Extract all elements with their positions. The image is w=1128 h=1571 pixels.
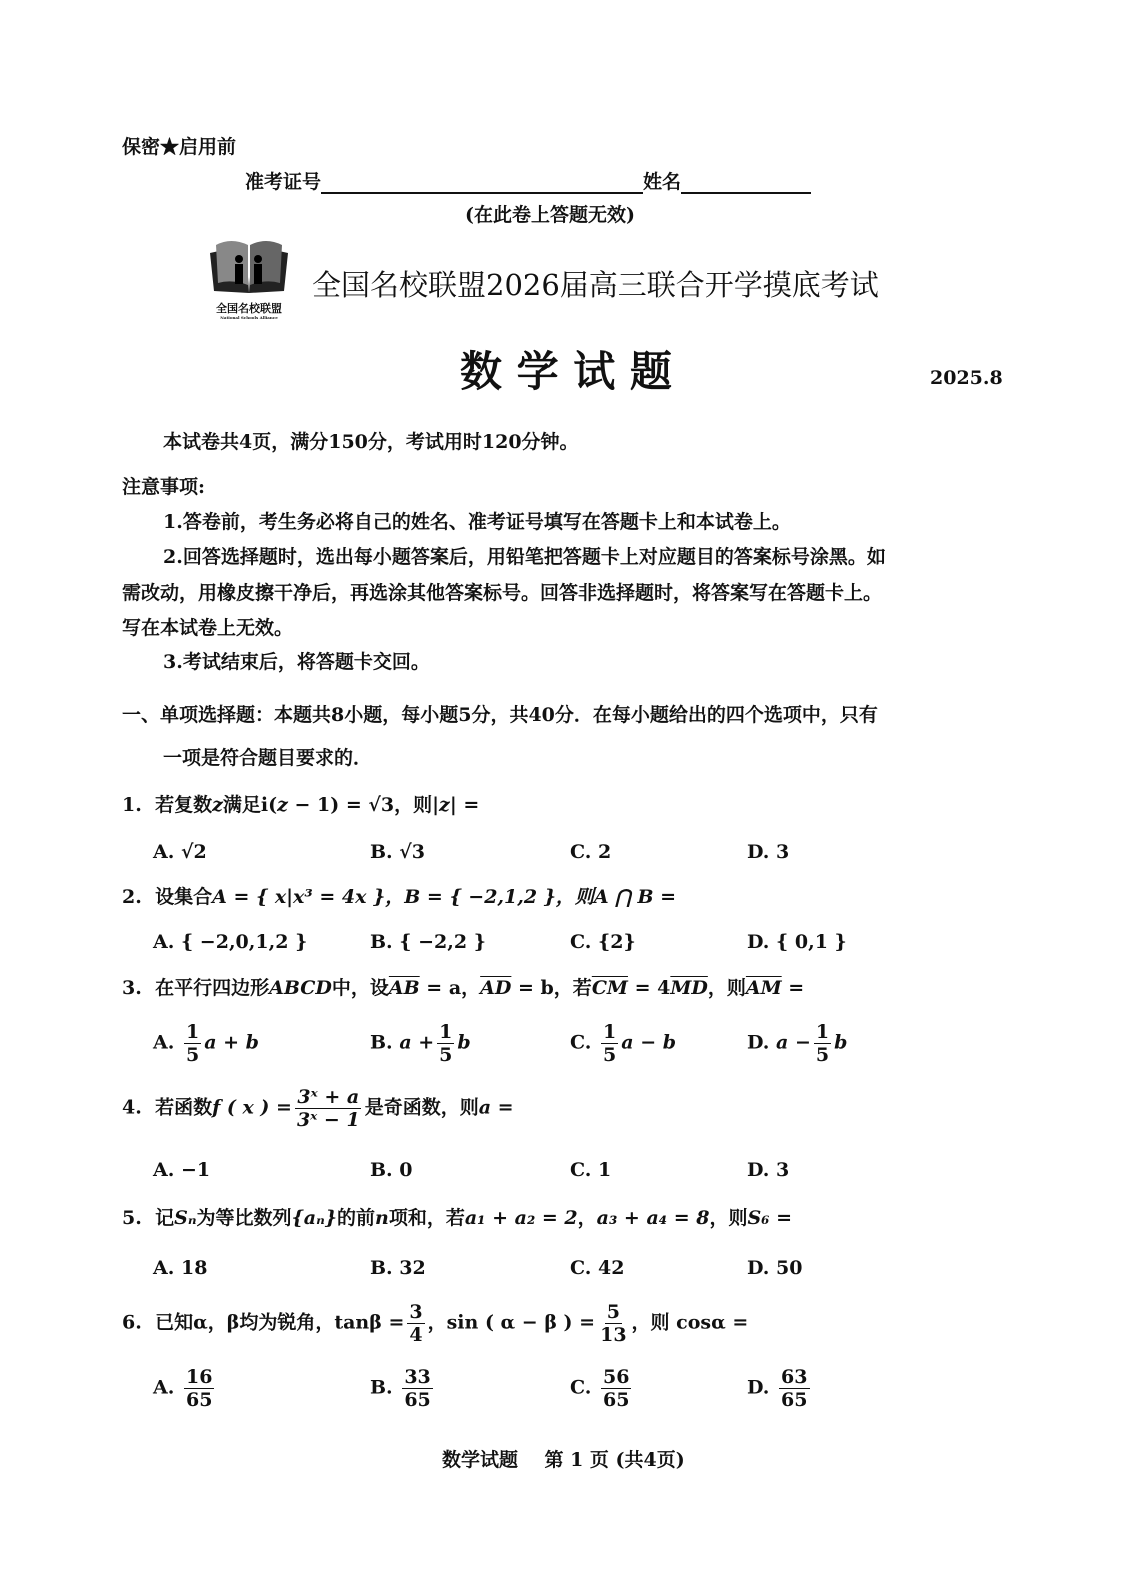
stem-text: 为等比数列 [196, 1207, 292, 1229]
option-label: C. [570, 1031, 592, 1054]
option-label: A. [153, 1031, 175, 1054]
q6-option-d [747, 1366, 813, 1411]
book-icon [206, 235, 292, 297]
q2-option-d: D. { 0,1 } [747, 931, 847, 953]
stem-text: 已知α，β均为锐角，tanβ = [155, 1311, 405, 1334]
stem-text: 在平行四边形 [155, 977, 270, 999]
fraction [814, 1021, 831, 1066]
stem-text: 满足i( [222, 794, 278, 816]
stem-text: 若复数 [155, 794, 213, 816]
logo-text: 全国名校联盟 [216, 302, 282, 315]
numerator: 1 [185, 1021, 200, 1043]
fraction [601, 1366, 631, 1411]
numerator: 5 [606, 1301, 620, 1323]
note-3: 3.考试结束后，将答题卡交回。 [163, 651, 430, 673]
stem-text: 项和，若 [388, 1207, 465, 1229]
vector: $\overline{AB}$ [388, 977, 420, 999]
option-expr: a − [776, 1031, 811, 1054]
option-expr: a + b [204, 1031, 259, 1054]
option-label: D. [747, 1031, 770, 1054]
question-6 [122, 1301, 748, 1346]
numerator: 3 [409, 1301, 423, 1323]
stem-text: ，则 cosα = [631, 1311, 749, 1334]
denominator: 5 [185, 1044, 200, 1066]
numerator: 16 [185, 1366, 213, 1388]
stem-var: z [212, 794, 223, 816]
option-expr: a + [399, 1031, 435, 1054]
exam-id-label: 准考证号 [245, 171, 322, 193]
stem-text: 是奇函数，则 [364, 1096, 479, 1119]
exam-date: 2025.8 [930, 367, 1003, 389]
q2-option-a: A. { −2,0,1,2 } [153, 931, 308, 953]
q5-option-b: B. 32 [370, 1257, 426, 1279]
stem-text: 若函数 [155, 1096, 213, 1119]
confidential-label: 保密★启用前 [122, 136, 237, 158]
stem-text: ，则 [707, 977, 746, 999]
q1-option-d: D. 3 [747, 841, 790, 863]
invalid-note: (在此卷上答题无效) [465, 204, 635, 226]
denominator: 65 [603, 1389, 630, 1411]
stem-math: {aₙ} [291, 1207, 337, 1229]
stem-var: z [439, 794, 450, 816]
stem-math: n [375, 1207, 389, 1229]
question-number: 1. [122, 794, 142, 816]
option-label: A. [153, 1376, 175, 1399]
question-4 [122, 1086, 514, 1131]
stem-math: a₃ + a₄ = 8 [596, 1207, 710, 1229]
page-footer: 数学试题 第 1 页 (共4页) [442, 1449, 685, 1471]
exam-title: 全国名校联盟2026届高三联合开学摸底考试 [312, 268, 879, 302]
notes-heading: 注意事项: [122, 476, 206, 498]
vector: $\overline{AM}$ [745, 977, 782, 999]
stem-text: = 4 [627, 977, 671, 999]
name-blank [681, 172, 811, 194]
q3-option-d [747, 1021, 847, 1066]
numerator: 63 [781, 1366, 808, 1388]
denominator: 65 [781, 1389, 808, 1411]
section-heading: 一、单项选择题：本题共8小题，每小题5分，共40分．在每小题给出的四个选项中，只有 [122, 704, 878, 726]
q5-option-c: C. 42 [570, 1257, 625, 1279]
q4-option-d: D. 3 [747, 1159, 790, 1181]
q4-option-a: A. −1 [153, 1159, 211, 1181]
q4-option-c: C. 1 [570, 1159, 612, 1181]
q2-option-b: B. { −2,2 } [370, 931, 486, 953]
q3-option-a [153, 1021, 259, 1066]
stem-text: ，sin ( α − β ) = [427, 1311, 596, 1334]
question-number: 3. [122, 977, 142, 999]
name-label: 姓名 [643, 171, 682, 193]
q6-option-b [370, 1366, 436, 1411]
stem-math: S₆ = [747, 1207, 793, 1229]
stem-text: | = [449, 794, 480, 816]
q6-option-c [570, 1366, 634, 1411]
q2-option-c: C. {2} [570, 931, 636, 953]
fraction [295, 1086, 362, 1131]
denominator: 65 [185, 1389, 213, 1411]
option-label: B. [370, 1376, 393, 1399]
q3-option-b [370, 1021, 471, 1066]
option-label: B. [370, 1031, 393, 1054]
option-expr: b [457, 1031, 471, 1054]
denominator: 5 [815, 1044, 830, 1066]
q1-option-a: A. √2 [153, 841, 207, 863]
denominator: 5 [603, 1044, 617, 1066]
fraction [407, 1301, 424, 1346]
stem-text: 设集合 [155, 886, 213, 908]
stem-var: z [277, 794, 288, 816]
stem-math: A = { x|x³ = 4x }，B = { −2,1,2 }，则A ⋂ B = [212, 886, 677, 908]
denominator: 4 [409, 1324, 423, 1346]
numerator: 33 [404, 1366, 431, 1388]
q5-option-d: D. 50 [747, 1257, 803, 1279]
note-2-end: 写在本试卷上无效。 [122, 617, 294, 639]
note-2: 2.回答选择题时，选出每小题答案后，用铅笔把答题卡上对应题目的答案标号涂黑。如 [163, 546, 886, 568]
denominator: 3ˣ − 1 [296, 1109, 360, 1131]
vector: $\overline{CM}$ [591, 977, 628, 999]
logo-subtext: National Schools Alliance [220, 315, 278, 320]
numerator: 1 [439, 1021, 453, 1043]
numerator: 1 [603, 1021, 617, 1043]
question-number: 2. [122, 886, 142, 908]
vector: $\overline{AD}$ [480, 977, 512, 999]
stem-var: ABCD [269, 977, 332, 999]
stem-text: 的前 [337, 1207, 376, 1229]
option-label: C. [570, 1376, 592, 1399]
numerator: 3ˣ + a [297, 1086, 360, 1108]
option-expr: a − b [621, 1031, 677, 1054]
denominator: 5 [439, 1044, 453, 1066]
intro-text: 本试卷共4页，满分150分，考试用时120分钟。 [163, 431, 579, 453]
question-number: 4. [122, 1096, 142, 1119]
question-number: 5. [122, 1207, 142, 1229]
numerator: 56 [603, 1366, 630, 1388]
logo [206, 235, 292, 325]
question-3 [122, 976, 804, 1000]
note-1: 1.答卷前，考生务必将自己的姓名、准考证号填写在答题卡上和本试卷上。 [163, 511, 791, 533]
vector: $\overline{MD}$ [670, 977, 708, 999]
fraction [184, 1021, 201, 1066]
section-heading-cont: 一项是符合题目要求的． [163, 747, 373, 769]
denominator: 13 [600, 1324, 627, 1346]
fraction [598, 1301, 628, 1346]
question-number: 6. [122, 1311, 142, 1334]
stem-text: 记 [155, 1207, 175, 1229]
q1-option-b: B. √3 [370, 841, 425, 863]
option-expr: b [834, 1031, 848, 1054]
fraction [437, 1021, 454, 1066]
q6-option-a [153, 1366, 217, 1411]
subject-title: 数 学 试 题 [460, 347, 672, 396]
stem-text: − 1) = √3，则| [287, 794, 440, 816]
question-1 [122, 793, 479, 817]
fraction [601, 1021, 618, 1066]
question-2 [122, 885, 676, 909]
fraction [402, 1366, 432, 1411]
denominator: 65 [404, 1389, 431, 1411]
stem-text: 中，设 [331, 977, 389, 999]
stem-text: = a， [419, 977, 481, 999]
stem-math: Sₙ [174, 1207, 197, 1229]
exam-id-blank [321, 172, 643, 194]
q4-option-b: B. 0 [370, 1159, 413, 1181]
fraction [184, 1366, 214, 1411]
q3-option-c [570, 1021, 676, 1066]
stem-math: f ( x ) = [212, 1096, 292, 1119]
stem-text: ， [577, 1207, 597, 1229]
stem-math: a = [478, 1096, 514, 1119]
stem-text: = [781, 977, 805, 999]
exam-id-row [245, 170, 811, 194]
note-2-cont: 需改动，用橡皮擦干净后，再选涂其他答案标号。回答非选择题时，将答案写在答题卡上。 [122, 582, 883, 604]
stem-math: a₁ + a₂ = 2 [464, 1207, 578, 1229]
q5-option-a: A. 18 [153, 1257, 208, 1279]
q1-option-c: C. 2 [570, 841, 612, 863]
option-label: D. [747, 1376, 770, 1399]
numerator: 1 [815, 1021, 830, 1043]
question-5 [122, 1206, 792, 1230]
stem-text: ，则 [709, 1207, 748, 1229]
fraction [779, 1366, 809, 1411]
stem-text: = b，若 [511, 977, 592, 999]
